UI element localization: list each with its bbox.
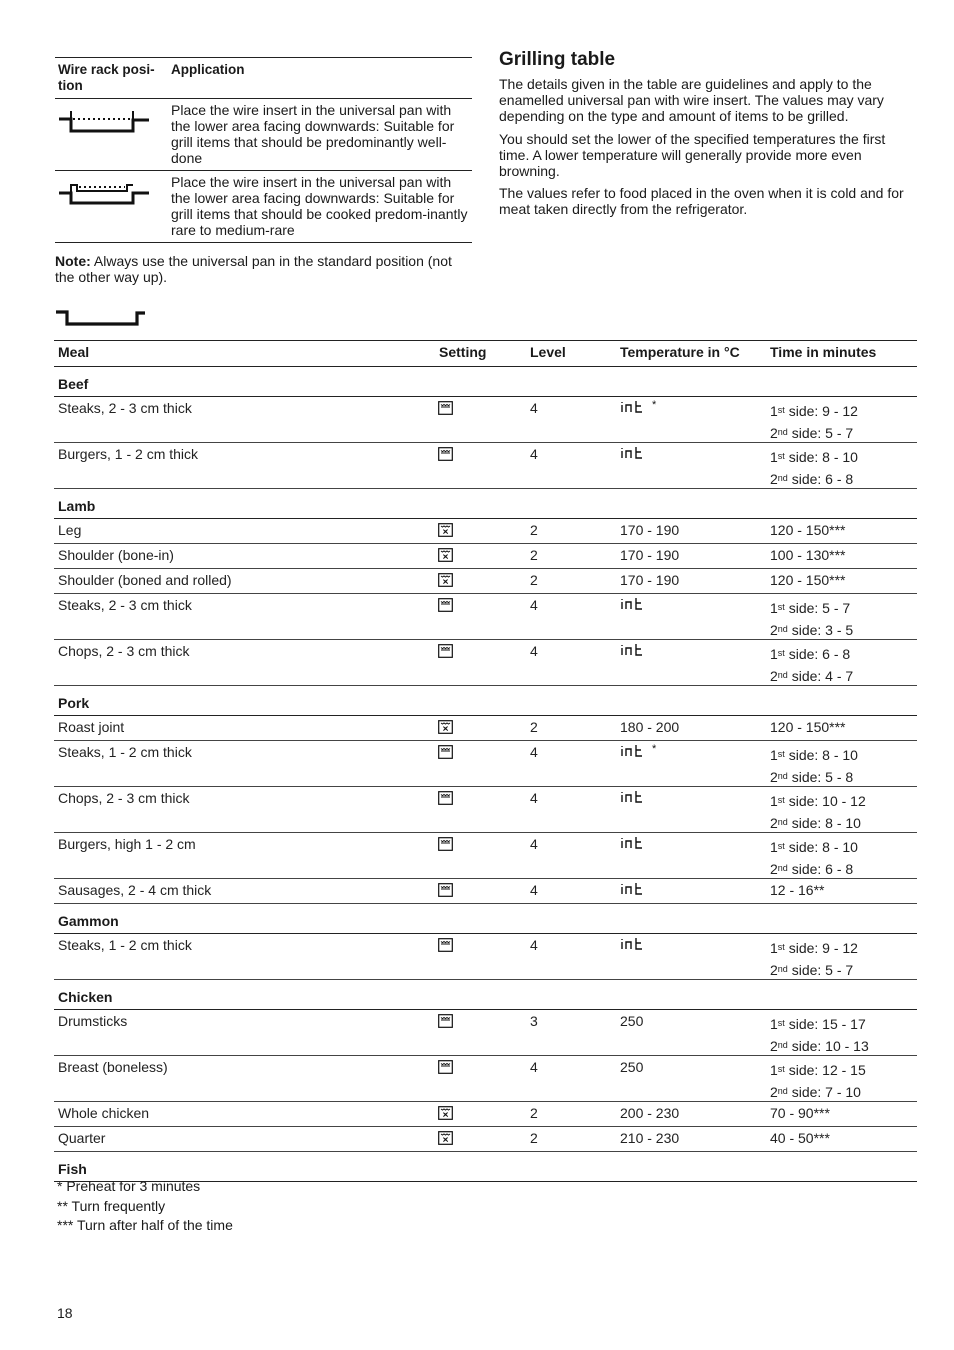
level-cell: 2 — [530, 572, 538, 588]
table-row — [54, 544, 917, 569]
meal-cell: Sausages, 2 - 4 cm thick — [58, 882, 212, 898]
section-title: Grilling table — [499, 49, 616, 70]
time-second-side: 2nd side: 5 - 7 — [770, 962, 854, 978]
time-first-side: 1st side: 9 - 12 — [770, 403, 858, 419]
table-row — [54, 397, 917, 443]
wire-rack-table — [55, 57, 472, 243]
level-cell: 2 — [530, 719, 538, 735]
level-cell: 4 — [530, 597, 538, 613]
rack-table-header — [55, 57, 472, 99]
time-first-side: 1st side: 8 - 10 — [770, 839, 858, 855]
grill-setting-icon — [438, 745, 453, 759]
meal-cell: Steaks, 2 - 3 cm thick — [58, 400, 192, 416]
footnote-2: ** Turn frequently — [57, 1197, 166, 1214]
time-first-side: 1st side: 8 - 10 — [770, 449, 858, 465]
meal-cell: Chops, 2 - 3 cm thick — [58, 643, 190, 659]
time-cell — [770, 1059, 866, 1103]
time-first-side: 1st side: 10 - 12 — [770, 793, 866, 809]
grilling-table — [54, 340, 917, 1182]
col-header-level: Level — [530, 344, 566, 360]
time-cell — [770, 597, 853, 641]
level-cell: 2 — [530, 522, 538, 538]
grill-setting-icon — [438, 644, 453, 658]
rack-row-rare — [55, 171, 472, 243]
int-setting-display — [620, 744, 662, 758]
temperature-cell — [620, 597, 654, 614]
col-header-meal: Meal — [58, 344, 90, 360]
category-row-lamb — [54, 489, 917, 519]
table-row — [54, 569, 917, 594]
time-cell: 120 - 150*** — [770, 719, 846, 735]
fan-grill-setting-icon — [438, 548, 453, 562]
fan-grill-setting-icon — [438, 720, 453, 734]
table-row — [54, 833, 917, 879]
intro-paragraph-2: You should set the lower of the specified temperatures the first time. A lower temperature will generally provide more even browning. — [499, 131, 886, 179]
temperature-cell: 170 - 190 — [620, 547, 680, 563]
fan-grill-setting-icon — [438, 523, 453, 537]
time-cell: 40 - 50*** — [770, 1130, 830, 1146]
rack-row-well-done — [55, 99, 472, 171]
table-header — [54, 340, 917, 367]
category-label: Beef — [58, 376, 89, 392]
table-row — [54, 640, 917, 686]
rack-col-header-application: Application — [171, 62, 245, 77]
time-cell: 100 - 130*** — [770, 547, 846, 563]
temperature-cell — [620, 790, 654, 807]
temperature-cell — [620, 400, 662, 417]
meal-cell: Steaks, 1 - 2 cm thick — [58, 937, 192, 953]
int-setting-display — [620, 446, 654, 460]
meal-cell: Chops, 2 - 3 cm thick — [58, 790, 190, 806]
temperature-cell — [620, 643, 654, 660]
table-row — [54, 716, 917, 741]
category-row-chicken — [54, 980, 917, 1010]
table-row — [54, 1102, 917, 1127]
grill-setting-icon — [438, 883, 453, 897]
table-row — [54, 1127, 917, 1152]
universal-pan-icon — [55, 308, 147, 330]
time-second-side: 2nd side: 7 - 10 — [770, 1084, 861, 1100]
category-label: Pork — [58, 695, 90, 711]
meal-cell: Whole chicken — [58, 1105, 150, 1121]
rack-text-well-done: Place the wire insert in the universal pan with the lower area facing downwards: Suitable for grill items that should be predominantly well-done — [171, 102, 455, 166]
grill-setting-icon — [438, 447, 453, 461]
grill-setting-icon — [438, 401, 453, 415]
footnotes — [57, 1177, 233, 1236]
int-setting-display — [620, 597, 654, 611]
int-setting-display — [620, 937, 654, 951]
level-cell: 4 — [530, 744, 538, 760]
category-row-gammon — [54, 904, 917, 934]
time-cell: 120 - 150*** — [770, 522, 846, 538]
time-second-side: 2nd side: 6 - 8 — [770, 861, 854, 877]
table-row — [54, 879, 917, 904]
grill-setting-icon — [438, 598, 453, 612]
fan-grill-setting-icon — [438, 573, 453, 587]
level-cell: 4 — [530, 882, 538, 898]
level-cell: 2 — [530, 547, 538, 563]
col-header-setting: Setting — [439, 344, 487, 360]
meal-cell: Roast joint — [58, 719, 125, 735]
table-row — [54, 1056, 917, 1102]
time-first-side: 1st side: 8 - 10 — [770, 747, 858, 763]
svg-text:*: * — [652, 744, 657, 755]
time-first-side: 1st side: 6 - 8 — [770, 646, 851, 662]
category-row-beef — [54, 367, 917, 397]
table-row — [54, 934, 917, 980]
time-second-side: 2nd side: 8 - 10 — [770, 815, 861, 831]
wire-rack-lower-down-well-done-icon — [57, 107, 153, 135]
table-row — [54, 519, 917, 544]
meal-cell: Drumsticks — [58, 1013, 128, 1029]
int-setting-display — [620, 836, 654, 850]
fan-grill-setting-icon — [438, 1131, 453, 1145]
temperature-cell: 180 - 200 — [620, 719, 680, 735]
int-setting-display — [620, 643, 654, 657]
time-second-side: 2nd side: 5 - 7 — [770, 425, 854, 441]
level-cell: 4 — [530, 836, 538, 852]
time-cell — [770, 937, 858, 981]
time-cell: 120 - 150*** — [770, 572, 846, 588]
time-cell: 70 - 90*** — [770, 1105, 830, 1121]
temperature-cell: 170 - 190 — [620, 572, 680, 588]
category-row-pork — [54, 686, 917, 716]
level-cell: 4 — [530, 643, 538, 659]
time-second-side: 2nd side: 10 - 13 — [770, 1038, 869, 1054]
note-text: Always use the universal pan in the standard position (not the other way up). — [55, 253, 452, 285]
grill-setting-icon — [438, 1060, 453, 1074]
page-number: 18 — [57, 1305, 73, 1321]
table-row — [54, 1010, 917, 1056]
time-second-side: 2nd side: 5 - 8 — [770, 769, 854, 785]
level-cell: 4 — [530, 937, 538, 953]
time-cell — [770, 1013, 869, 1057]
grill-setting-icon — [438, 791, 453, 805]
temperature-cell: 200 - 230 — [620, 1105, 680, 1121]
int-setting-display — [620, 400, 662, 414]
temperature-cell — [620, 836, 654, 853]
time-second-side: 2nd side: 4 - 7 — [770, 668, 854, 684]
meal-cell: Burgers, high 1 - 2 cm — [58, 836, 196, 852]
level-cell: 4 — [530, 790, 538, 806]
intro-paragraph-1: The details given in the table are guidelines and apply to the enamelled universal pan with wire insert. The values may vary depending on the type and amount of items to be grilled. — [499, 76, 884, 124]
category-label: Chicken — [58, 989, 113, 1005]
meal-cell: Breast (boneless) — [58, 1059, 168, 1075]
wire-rack-lower-down-rare-icon — [57, 179, 153, 207]
meal-cell: Quarter — [58, 1130, 106, 1146]
table-row — [54, 443, 917, 489]
time-first-side: 1st side: 5 - 7 — [770, 600, 851, 616]
time-first-side: 1st side: 15 - 17 — [770, 1016, 866, 1032]
time-cell — [770, 400, 858, 444]
int-setting-display — [620, 882, 654, 896]
temperature-cell: 250 — [620, 1013, 644, 1029]
meal-cell: Leg — [58, 522, 82, 538]
level-cell: 4 — [530, 446, 538, 462]
rack-col-header-position: Wire rack posi- tion — [58, 62, 155, 93]
category-label: Gammon — [58, 913, 119, 929]
fan-grill-setting-icon — [438, 1106, 453, 1120]
time-second-side: 2nd side: 6 - 8 — [770, 471, 854, 487]
time-cell — [770, 744, 858, 788]
temperature-cell — [620, 744, 662, 761]
note-label: Note: — [55, 253, 91, 269]
level-cell: 3 — [530, 1013, 538, 1029]
table-row — [54, 594, 917, 640]
meal-cell: Shoulder (boned and rolled) — [58, 572, 232, 588]
temperature-cell — [620, 937, 654, 954]
col-header-time: Time in minutes — [770, 344, 877, 360]
time-cell — [770, 836, 858, 880]
temperature-cell: 210 - 230 — [620, 1130, 680, 1146]
table-row — [54, 787, 917, 833]
rack-text-rare: Place the wire insert in the universal pan with the lower area facing downwards: Suitable for grill items that should be cooked predom-inantly rare to medium-rare — [171, 174, 468, 238]
category-label: Lamb — [58, 498, 96, 514]
footnote-1: * Preheat for 3 minutes — [57, 1178, 201, 1194]
time-cell — [770, 446, 858, 490]
meal-cell: Shoulder (bone-in) — [58, 547, 174, 563]
category-label: Fish — [58, 1161, 87, 1177]
int-setting-display — [620, 790, 654, 804]
meal-cell: Burgers, 1 - 2 cm thick — [58, 446, 199, 462]
time-cell — [770, 643, 853, 687]
time-cell — [770, 790, 866, 834]
temperature-cell: 170 - 190 — [620, 522, 680, 538]
intro-paragraph-3: The values refer to food placed in the oven when it is cold and for meat taken directly from the refrigerator. — [499, 185, 904, 217]
time-first-side: 1st side: 9 - 12 — [770, 940, 858, 956]
temperature-cell — [620, 882, 654, 899]
temperature-cell — [620, 446, 654, 463]
grill-setting-icon — [438, 1014, 453, 1028]
level-cell: 4 — [530, 400, 538, 416]
grill-setting-icon — [438, 938, 453, 952]
temperature-cell: 250 — [620, 1059, 644, 1075]
time-first-side: 1st side: 12 - 15 — [770, 1062, 866, 1078]
footnote-3: *** Turn after half of the time — [57, 1217, 233, 1234]
meal-cell: Steaks, 1 - 2 cm thick — [58, 744, 192, 760]
time-second-side: 2nd side: 3 - 5 — [770, 622, 854, 638]
level-cell: 2 — [530, 1130, 538, 1146]
note-paragraph — [55, 253, 465, 285]
meal-cell: Steaks, 2 - 3 cm thick — [58, 597, 192, 613]
table-row — [54, 741, 917, 787]
time-cell: 12 - 16** — [770, 882, 825, 898]
level-cell: 2 — [530, 1105, 538, 1121]
col-header-temperature: Temperature in °C — [620, 344, 740, 360]
svg-text:*: * — [652, 400, 657, 411]
level-cell: 4 — [530, 1059, 538, 1075]
grill-setting-icon — [438, 837, 453, 851]
